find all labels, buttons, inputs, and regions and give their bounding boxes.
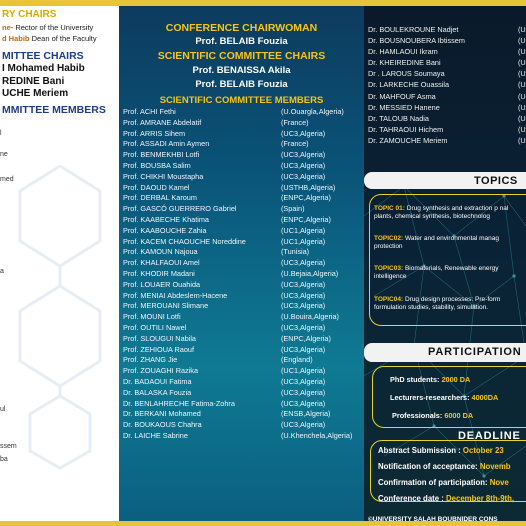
member-row [123, 431, 361, 442]
conference-chairwoman-name: Prof. BELAIB Fouzia [195, 36, 288, 47]
member-name: Prof. AMRANE Abdelatif [123, 117, 202, 127]
member-row [123, 291, 361, 302]
organizing-members-heading: MMITTEE MEMBERS [2, 104, 106, 116]
member-name: Prof. KACEM CHAOUCHE Noreddine [123, 236, 246, 246]
member-fragment: a [0, 268, 4, 275]
member-row [123, 388, 361, 399]
topic-1: TOPIC 01: Drug synthesis and extraction p nal plants, chemical synthesis, biotechnolog [374, 205, 509, 220]
member-affiliation: (U [518, 113, 526, 123]
org-chair-3: UCHE Meriem [2, 88, 69, 99]
member-name: Dr. HAMLAOUI Ikram [368, 47, 438, 57]
org-chair-1: I Mohamed Habib [2, 63, 85, 74]
member-name: Dr. BOUSNOUBERA Ibtissem [368, 36, 465, 46]
scientific-chair-1: Prof. BENAISSA Akila [192, 65, 291, 76]
member-name: Prof. ASSADI Amin Aymen [123, 139, 210, 149]
member-affiliation: (ENPC,Algeria) [281, 214, 331, 224]
member-affiliation: (U [518, 69, 526, 79]
member-row [123, 280, 361, 291]
member-affiliation: (UC3,Algeria) [281, 344, 326, 354]
member-name: Prof. ZOUAGHI Razika [123, 366, 199, 376]
member-row [123, 420, 361, 431]
member-name: Prof. SLOUGUI Nabila [123, 333, 196, 343]
deadline-conference-date: Conference date : December 8th-9th, [378, 494, 515, 503]
member-name: Prof. KHALFAOUI Amel [123, 258, 200, 268]
member-row [123, 366, 361, 377]
member-row [123, 129, 361, 140]
member-fragment: ba [0, 456, 8, 463]
member-row [123, 345, 361, 356]
member-name: Prof. DERBAL Karoum [123, 193, 197, 203]
member-row [368, 92, 526, 103]
member-affiliation: (UC3,Algeria) [281, 150, 326, 160]
member-affiliation: (UC3,Algeria) [281, 258, 326, 268]
topic-3: TOPIC03: Biomaterials, Renewable energy intelligence [374, 265, 499, 280]
member-name: Dr . LAROUS Soumaya [368, 69, 445, 79]
member-name: Prof. KHODIR Madani [123, 268, 195, 278]
scientific-members-list-continued [368, 25, 526, 147]
member-name: Dr. BOUKAOUS Chahra [123, 420, 202, 430]
member-affiliation: (U [518, 102, 526, 112]
member-row [123, 312, 361, 323]
member-affiliation: (UC3,Algeria) [281, 301, 326, 311]
member-affiliation: (UC1,Algeria) [281, 236, 326, 246]
member-row [123, 334, 361, 345]
member-name: Dr. MAHFOUF Asma [368, 91, 436, 101]
member-affiliation: (U.Bouira,Algeria) [281, 312, 339, 322]
honorary-chairs-heading: RY CHAIRS [2, 9, 57, 20]
member-row [123, 377, 361, 388]
member-affiliation: (England) [281, 355, 313, 365]
member-name: Prof. ACHI Fethi [123, 107, 176, 116]
member-fragment: ssem [0, 443, 17, 450]
member-row [368, 25, 526, 36]
member-name: Prof. ZEHIOUA Raouf [123, 344, 194, 354]
conference-chairwoman-heading: CONFERENCE CHAIRWOMAN [165, 22, 318, 34]
member-name: Dr. MESSIED Hanene [368, 102, 440, 112]
member-row [368, 36, 526, 47]
fee-professionals: Professionals: 6000 DA [392, 411, 474, 420]
member-row [123, 161, 361, 172]
member-row [123, 399, 361, 410]
scientific-chair-2: Prof. BELAIB Fouzia [195, 79, 288, 90]
member-row [123, 193, 361, 204]
member-affiliation: (UC3,Algeria) [281, 128, 326, 138]
member-affiliation: (UC3,Algeria) [281, 160, 326, 170]
member-affiliation: (USTHB,Algeria) [281, 182, 336, 192]
org-chair-2: REDINE Bani [2, 76, 65, 87]
member-row [123, 237, 361, 248]
member-row [368, 47, 526, 58]
member-row [123, 107, 361, 118]
fee-phd: PhD students: 2000 DA [390, 375, 471, 384]
member-affiliation: (U.Ouargla,Algeria) [281, 107, 344, 116]
member-affiliation: (U [518, 91, 526, 101]
member-name: Prof. BOUSBA Salim [123, 160, 191, 170]
member-row [368, 58, 526, 69]
member-name: Prof. DAOUD Kamel [123, 182, 190, 192]
member-name: Dr. LAICHE Sabrine [123, 430, 188, 440]
member-row [368, 114, 526, 125]
member-name: Dr. BOULEKROUNE Nadjet [368, 25, 459, 34]
organizing-chairs-heading: MITTEE CHAIRS [2, 50, 84, 62]
member-affiliation: (U.Bejaia,Algeria) [281, 268, 339, 278]
member-row [123, 150, 361, 161]
member-affiliation: (Spain) [281, 204, 305, 214]
participation-heading: PARTICIPATION [428, 346, 522, 358]
scientific-chairs-heading: SCIENTIFIC COMMITTEE CHAIRS [157, 50, 326, 62]
member-row [123, 204, 361, 215]
member-affiliation: (UC3,Algeria) [281, 290, 326, 300]
member-row [123, 118, 361, 129]
member-name: Dr. LARKECHE Ouassila [368, 80, 450, 90]
member-row [368, 103, 526, 114]
member-name: Prof. ARRIS Sihem [123, 128, 186, 138]
rector-line: ne- Rector of the University [2, 23, 94, 32]
member-name: Prof. MENIAI Abdeslem-Hacene [123, 290, 228, 300]
member-affiliation: (UC3,Algeria) [281, 279, 326, 289]
topics-heading: TOPICS [474, 175, 518, 187]
deadlines-heading: DEADLINE [458, 430, 521, 442]
member-row [368, 125, 526, 136]
member-affiliation: (UC3,Algeria) [281, 387, 326, 397]
member-name: Dr. TAHRAOUI Hichem [368, 124, 444, 134]
member-row [123, 301, 361, 312]
fee-lecturers: Lecturers-researchers: 4000DA [390, 393, 499, 402]
member-name: Prof. KAABOUCHE Zahia [123, 225, 207, 235]
member-name: Prof. GASCÓ GUERRERO Gabriel [123, 204, 237, 214]
member-affiliation: (Tunisia) [281, 247, 310, 257]
left-panel [0, 6, 119, 521]
member-row [123, 215, 361, 226]
member-affiliation: (U [518, 124, 526, 134]
member-affiliation: (UC3,Algeria) [281, 398, 326, 408]
member-row [123, 183, 361, 194]
topic-4: TOPIC04: Drug design processes: Pre-form formulation studies, stability, simulation. [374, 296, 501, 311]
member-affiliation: (U [518, 135, 526, 145]
scientific-members-heading: SCIENTIFIC COMMITTEE MEMBERS [159, 95, 324, 106]
member-affiliation: (UC3,Algeria) [281, 322, 326, 332]
member-affiliation: (ENSB,Algeria) [281, 409, 331, 419]
watermark-molecule-icon [0, 146, 119, 476]
member-name: Prof. KAMOUN Najoua [123, 247, 198, 257]
member-name: Dr. BENLAHRECHE Fatima-Zohra [123, 398, 235, 408]
member-name: Prof. LOUAER Ouahida [123, 279, 201, 289]
member-name: Prof. ZHANG Jie [123, 355, 178, 365]
member-row [123, 323, 361, 334]
member-name: Dr. BERKANI Mohamed [123, 409, 201, 419]
copyright-footer: ©UNIVERSITY SALAH BOUBNIDER CONS [368, 516, 498, 521]
member-affiliation: (UC1,Algeria) [281, 366, 326, 376]
member-affiliation: (U [518, 58, 526, 68]
topic-2: TOPIC02: Water and environmental manag protection [374, 235, 500, 250]
member-name: Prof. BENMEKHBI Lotfi [123, 150, 200, 160]
member-name: Prof. OUTILI Nawel [123, 322, 187, 332]
member-affiliation: (U [518, 25, 526, 34]
member-row [123, 258, 361, 269]
member-row [123, 355, 361, 366]
deadline-abstract: Abstract Submission : October 23 [378, 446, 504, 455]
member-fragment: med [0, 176, 14, 183]
member-row [123, 269, 361, 280]
member-affiliation: (UC1,Algeria) [281, 225, 326, 235]
member-name: Dr. KHEIREDINE Bani [368, 58, 441, 68]
member-row [123, 247, 361, 258]
member-affiliation: (ENPC,Algeria) [281, 333, 331, 343]
member-affiliation: (France) [281, 117, 309, 127]
member-name: Dr. BADAOUI Fatima [123, 376, 192, 386]
member-fragment: ne [0, 151, 8, 158]
dean-line: d Habib Dean of the Faculty [2, 34, 97, 43]
bottom-gold-border [0, 521, 526, 526]
member-row [368, 80, 526, 91]
member-name: Prof. CHIKHI Moustapha [123, 171, 204, 181]
member-affiliation: (U [518, 80, 526, 90]
member-row [368, 69, 526, 80]
scientific-members-list [123, 107, 361, 442]
member-affiliation: (ENPC,Algeria) [281, 193, 331, 203]
member-name: Prof. MOUNI Lotfi [123, 312, 181, 322]
member-fragment: l [0, 130, 2, 137]
deadline-notification: Notification of acceptance: Novemb [378, 462, 511, 471]
member-affiliation: (U [518, 36, 526, 46]
member-affiliation: (U.Khenchela,Algeria) [281, 430, 353, 440]
member-row [123, 226, 361, 237]
member-name: Prof. KAABECHE Khatima [123, 214, 209, 224]
member-affiliation: (France) [281, 139, 309, 149]
member-name: Prof. MEROUANI Slimane [123, 301, 209, 311]
member-name: Dr. ZAMOUCHE Meriem [368, 135, 448, 145]
member-fragment: ul [0, 406, 6, 413]
right-panel [364, 6, 526, 521]
member-affiliation: (UC3,Algeria) [281, 376, 326, 386]
middle-panel [119, 6, 364, 521]
member-row [123, 172, 361, 183]
member-name: Dr. BALASKA Fouzia [123, 387, 192, 397]
member-affiliation: (UC3,Algeria) [281, 171, 326, 181]
deadline-confirmation: Confirmation of participation: Nove [378, 478, 509, 487]
member-row [123, 409, 361, 420]
member-affiliation: (U [518, 47, 526, 57]
member-row [123, 139, 361, 150]
member-name: Dr. TALOUB Nadia [368, 113, 429, 123]
member-row [368, 136, 526, 147]
member-affiliation: (UC3,Algeria) [281, 420, 326, 430]
